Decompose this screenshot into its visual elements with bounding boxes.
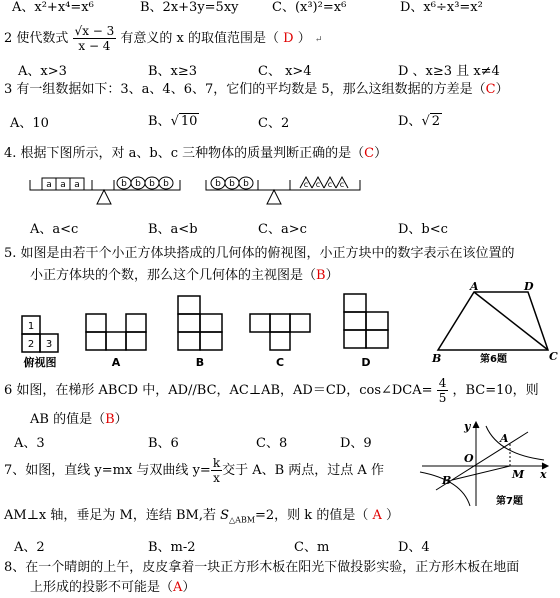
q7-fraction: $\frac{k}{x}$: [212, 456, 221, 485]
object-a-label: a: [46, 180, 52, 190]
q6-option-a: A、3: [14, 436, 45, 451]
q7-option-b: B、m-2: [148, 540, 196, 555]
q3-answer: C: [485, 82, 496, 97]
q2-prefix: 2 使代数式: [4, 31, 69, 46]
q4-option-b: B、a<b: [148, 222, 198, 237]
question-2: 2 使代数式 $\frac{√x - 3}{x - 4}$ 有意义的 x 的取值范围是（ D ） ↵: [4, 24, 323, 53]
q7-option-d: D、4: [398, 540, 430, 555]
q6-option-c: C、8: [256, 436, 288, 451]
q6-option-b: B、6: [148, 436, 179, 451]
q8-answer: A: [173, 580, 183, 595]
svg-text:b: b: [243, 179, 249, 189]
q7-answer: A: [372, 508, 382, 523]
svg-text:b: b: [215, 179, 221, 189]
option-b-label: B: [195, 356, 205, 369]
figure-7-graph: [416, 420, 556, 512]
origin-label: O: [464, 452, 474, 465]
q2-text: 有意义的 x 的取值范围是（: [120, 31, 280, 46]
top-view-number-3: 3: [45, 339, 53, 350]
q3-option-b: B、√ 10: [148, 114, 198, 129]
figure-6-caption: 第6题: [480, 354, 507, 365]
svg-text:c: c: [327, 180, 333, 189]
question-8-line1: 8、在一个晴朗的上午，皮皮拿着一块正方形木板在阳光下做投影实验，正方形木板在地面: [4, 560, 520, 575]
question-5-line2: 小正方体块的个数，那么这个几何体的主视图是（B）: [30, 268, 339, 283]
balance-left: [30, 177, 180, 204]
axis-y-label: y: [464, 420, 471, 433]
question-6-line2: AB 的值是（B）: [30, 412, 128, 427]
top-view-number-1: 1: [27, 321, 35, 332]
object-c-label: c: [303, 180, 309, 189]
point-b-label: B: [442, 474, 452, 487]
q6-option-d: D、9: [340, 436, 372, 451]
q1-option-a: A、x²+x⁴=x⁶: [12, 0, 94, 15]
q4-option-a: A、a<c: [30, 222, 79, 237]
q1-option-d: D、x⁶÷x³=x²: [400, 0, 483, 15]
svg-text:b: b: [135, 179, 141, 189]
svg-text:b: b: [149, 179, 155, 189]
object-b-label: b: [121, 179, 127, 189]
point-a-label: A: [500, 432, 509, 445]
q4-option-c: C、a>c: [258, 222, 307, 237]
question-5-line1: 5. 如图是由若干个小正方体块搭成的几何体的俯视图，小正方块中的数字表示在该位置的: [4, 246, 515, 261]
balance-figure: [20, 168, 440, 216]
q1-option-c: C、(x³)²=x⁶: [272, 0, 347, 15]
q2-option-c: C、 x>4: [258, 64, 312, 79]
option-d-label: D: [361, 356, 371, 369]
q4-option-d: D、b<c: [398, 222, 448, 237]
axis-x-label: x: [540, 468, 547, 481]
return-mark-icon: ↵: [314, 35, 323, 45]
top-view-number-2: 2: [27, 339, 35, 350]
q2-option-a: A、x>3: [18, 64, 67, 79]
svg-text:c: c: [315, 180, 321, 189]
question-6: 6 如图，在梯形 ABCD 中，AD//BC，AC⊥AB，AD＝CD，cos∠DCA= $\frac{4}{5}$ ，BC=10，则: [4, 376, 539, 405]
q6-answer: B: [105, 412, 115, 427]
svg-text:a: a: [74, 180, 80, 190]
question-4: 4. 根据下图所示，对 a、b、c 三种物体的质量判断正确的是（C）: [4, 146, 388, 161]
q2-option-d: D 、x≥3 且 x≠4: [398, 64, 500, 79]
q7-option-a: A、2: [14, 540, 45, 555]
question-8-line2: 上形成的投影不可能是（A）: [30, 580, 196, 595]
vertex-b: B: [432, 352, 442, 365]
figure-7-caption: 第7题: [496, 496, 523, 507]
q5-answer: B: [316, 268, 326, 283]
option-c-label: C: [275, 356, 285, 369]
svg-text:c: c: [339, 180, 345, 189]
q3-option-a: A、10: [10, 116, 49, 131]
svg-text:a: a: [60, 180, 66, 190]
q2-answer: D: [283, 31, 294, 46]
svg-text:b: b: [229, 179, 235, 189]
q3-option-c: C、2: [258, 116, 290, 131]
svg-text:b: b: [163, 179, 169, 189]
q2-fraction: $\frac{√x - 3}{x - 4}$: [74, 24, 115, 53]
vertex-d: D: [524, 280, 534, 293]
q3-option-d: D、√ 2: [398, 114, 441, 129]
q2-option-b: B、x≥3: [148, 64, 198, 79]
figure-6-trapezoid: [428, 280, 560, 366]
question-3: 3 有一组数据如下：3、a、4、6、7，它们的平均数是 5，那么这组数据的方差是（C）: [4, 82, 509, 97]
question-7-line2: AM⊥x 轴，垂足为 M，连结 BM,若 $S_{\triangle ABM}=2$，则 k 的值是（ A ）: [4, 508, 400, 525]
question-7: 7、如图，直线 y=mx 与双曲线 y= $\frac{k}{x}$ 交于 A、B 两点，过点 A 作: [4, 456, 384, 485]
option-a-label: A: [111, 356, 121, 369]
point-m-label: M: [512, 468, 525, 481]
q1-option-b: B、2x+3y=5xy: [140, 0, 239, 15]
q7-option-c: C、m: [294, 540, 330, 555]
q6-fraction: $\frac{4}{5}$: [438, 376, 447, 405]
vertex-c: C: [549, 350, 558, 363]
vertex-a: A: [470, 280, 479, 293]
q4-answer: C: [364, 146, 375, 161]
top-view-caption: 俯视图: [23, 356, 57, 369]
view-figures: [18, 288, 418, 372]
